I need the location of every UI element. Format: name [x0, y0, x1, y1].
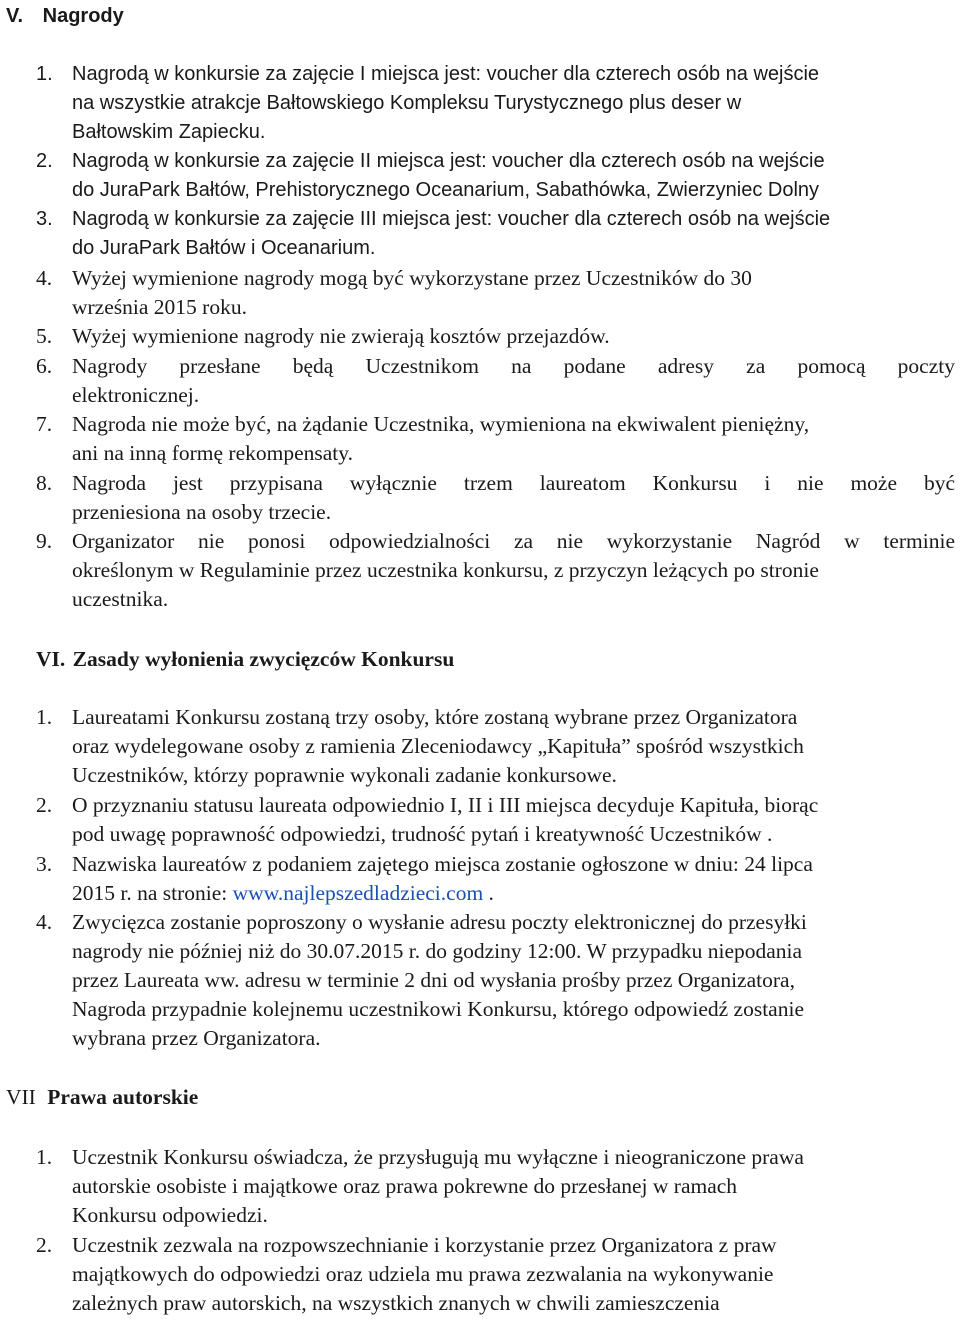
item-line: do JuraPark Bałtów i Oceanarium.	[72, 237, 376, 259]
item-number: 2.	[36, 793, 53, 817]
item-line: majątkowych do odpowiedzi oraz udziela mu prawa zezwalania na wykonywanie	[72, 1262, 774, 1286]
item-line: Nagrodą w konkursie za zajęcie II miejsca jest: voucher dla czterech osób na wejście	[72, 150, 825, 172]
item-line: Zwycięzca zostanie poproszony o wysłanie adresu poczty elektronicznej do przesyłki	[72, 910, 807, 934]
item-line-prefix: 2015 r. na stronie:	[72, 881, 233, 905]
item-number: 1.	[36, 1145, 53, 1169]
item-line: do JuraPark Bałtów, Prehistorycznego Oceanarium, Sabathówka, Zwierzyniec Dolny	[72, 179, 820, 201]
item-line: Nagrodą w konkursie za zajęcie III miejsca jest: voucher dla czterech osób na wejście	[72, 208, 831, 230]
item-number: 1.	[36, 705, 53, 729]
item-line: Wyżej wymienione nagrody mogą być wykorzystane przez Uczestników do 30	[72, 266, 752, 290]
item-line	[72, 879, 494, 907]
section-v-heading	[6, 2, 124, 30]
section-v-title: Nagrody	[42, 5, 124, 27]
item-number: 8.	[36, 471, 53, 495]
item-line: Uczestników, którzy poprawnie wykonali zadanie konkursowe.	[72, 763, 617, 787]
item-number: 4.	[36, 910, 53, 934]
item-line: autorskie osobiste i majątkowe oraz prawa pokrewne do przesłanej w ramach	[72, 1174, 738, 1198]
item-line: uczestnika.	[72, 587, 169, 611]
item-line: Nagrodą w konkursie za zajęcie I miejsca jest: voucher dla czterech osób na wejście	[72, 63, 820, 85]
section-vii-heading	[6, 1083, 198, 1111]
item-line: Nagroda jest przypisana wyłącznie trzem laureatom Konkursu i nie może być	[72, 471, 955, 495]
item-number: 1.	[36, 63, 53, 85]
item-number: 5.	[36, 324, 53, 348]
item-line: na wszystkie atrakcje Bałtowskiego Kompleksu Turystycznego plus deser w	[72, 92, 742, 114]
section-vi-numeral: VI.	[36, 647, 66, 671]
item-line: Wyżej wymienione nagrody nie zwierają kosztów przejazdów.	[72, 324, 610, 348]
item-line: pod uwagę poprawność odpowiedzi, trudność pytań i kreatywność Uczestników .	[72, 822, 773, 846]
item-number: 3.	[36, 852, 53, 876]
section-vi-heading	[36, 645, 454, 673]
item-line: Uczestnik zezwala na rozpowszechnianie i korzystanie przez Organizatora z praw	[72, 1233, 777, 1257]
item-line: wybrana przez Organizatora.	[72, 1026, 321, 1050]
item-line: O przyznaniu statusu laureata odpowiednio I, II i III miejsca decyduje Kapituła, biorąc	[72, 793, 819, 817]
item-number: 3.	[36, 208, 53, 230]
item-number: 9.	[36, 529, 53, 553]
item-line: Nazwiska laureatów z podaniem zajętego miejsca zostanie ogłoszone w dniu: 24 lipca	[72, 852, 813, 876]
item-line: nagrody nie później niż do 30.07.2015 r. do godziny 12:00. W przypadku niepodania	[72, 939, 803, 963]
section-vii-title: Prawa autorskie	[47, 1085, 199, 1109]
item-number: 2.	[36, 150, 53, 172]
item-number: 2.	[36, 1233, 53, 1257]
item-line: Uczestnik Konkursu oświadcza, że przysługują mu wyłączne i nieograniczone prawa	[72, 1145, 804, 1169]
item-line: września 2015 roku.	[72, 295, 247, 319]
item-line: Konkursu odpowiedzi.	[72, 1203, 268, 1227]
item-line: ani na inną formę rekompensaty.	[72, 441, 353, 465]
website-link[interactable]: www.najlepszedladzieci.com	[232, 881, 484, 905]
item-number: 7.	[36, 412, 53, 436]
item-line-suffix: .	[483, 881, 494, 905]
item-line: przeniesiona na osoby trzecie.	[72, 500, 332, 524]
item-line: elektronicznej.	[72, 383, 200, 407]
item-line: zależnych praw autorskich, na wszystkich znanych w chwili zamieszczenia	[72, 1291, 720, 1315]
item-line: Laureatami Konkursu zostaną trzy osoby, które zostaną wybrane przez Organizatora	[72, 705, 798, 729]
item-line: określonym w Regulaminie przez uczestnika konkursu, z przyczyn leżących po stronie	[72, 558, 819, 582]
item-line: Nagroda nie może być, na żądanie Uczestnika, wymieniona na ekwiwalent pieniężny,	[72, 412, 810, 436]
item-line: Bałtowskim Zapiecku.	[72, 121, 266, 143]
section-vi-title: Zasady wyłonienia zwycięzców Konkursu	[72, 647, 455, 671]
item-line: Nagrody przesłane będą Uczestnikom na podane adresy za pomocą poczty	[72, 354, 955, 378]
section-v-numeral: V.	[6, 5, 24, 27]
item-line: przez Laureata ww. adresu w terminie 2 dni od wysłania prośby przez Organizatora,	[72, 968, 795, 992]
item-line: Organizator nie ponosi odpowiedzialności za nie wykorzystanie Nagród w terminie	[72, 529, 955, 553]
item-number: 6.	[36, 354, 53, 378]
item-line: oraz wydelegowane osoby z ramienia Zleceniodawcy „Kapituła” spośród wszystkich	[72, 734, 804, 758]
section-vii-numeral: VII	[6, 1085, 36, 1109]
item-line: Nagroda przypadnie kolejnemu uczestnikowi Konkursu, którego odpowiedź zostanie	[72, 997, 804, 1021]
item-number: 4.	[36, 266, 53, 290]
